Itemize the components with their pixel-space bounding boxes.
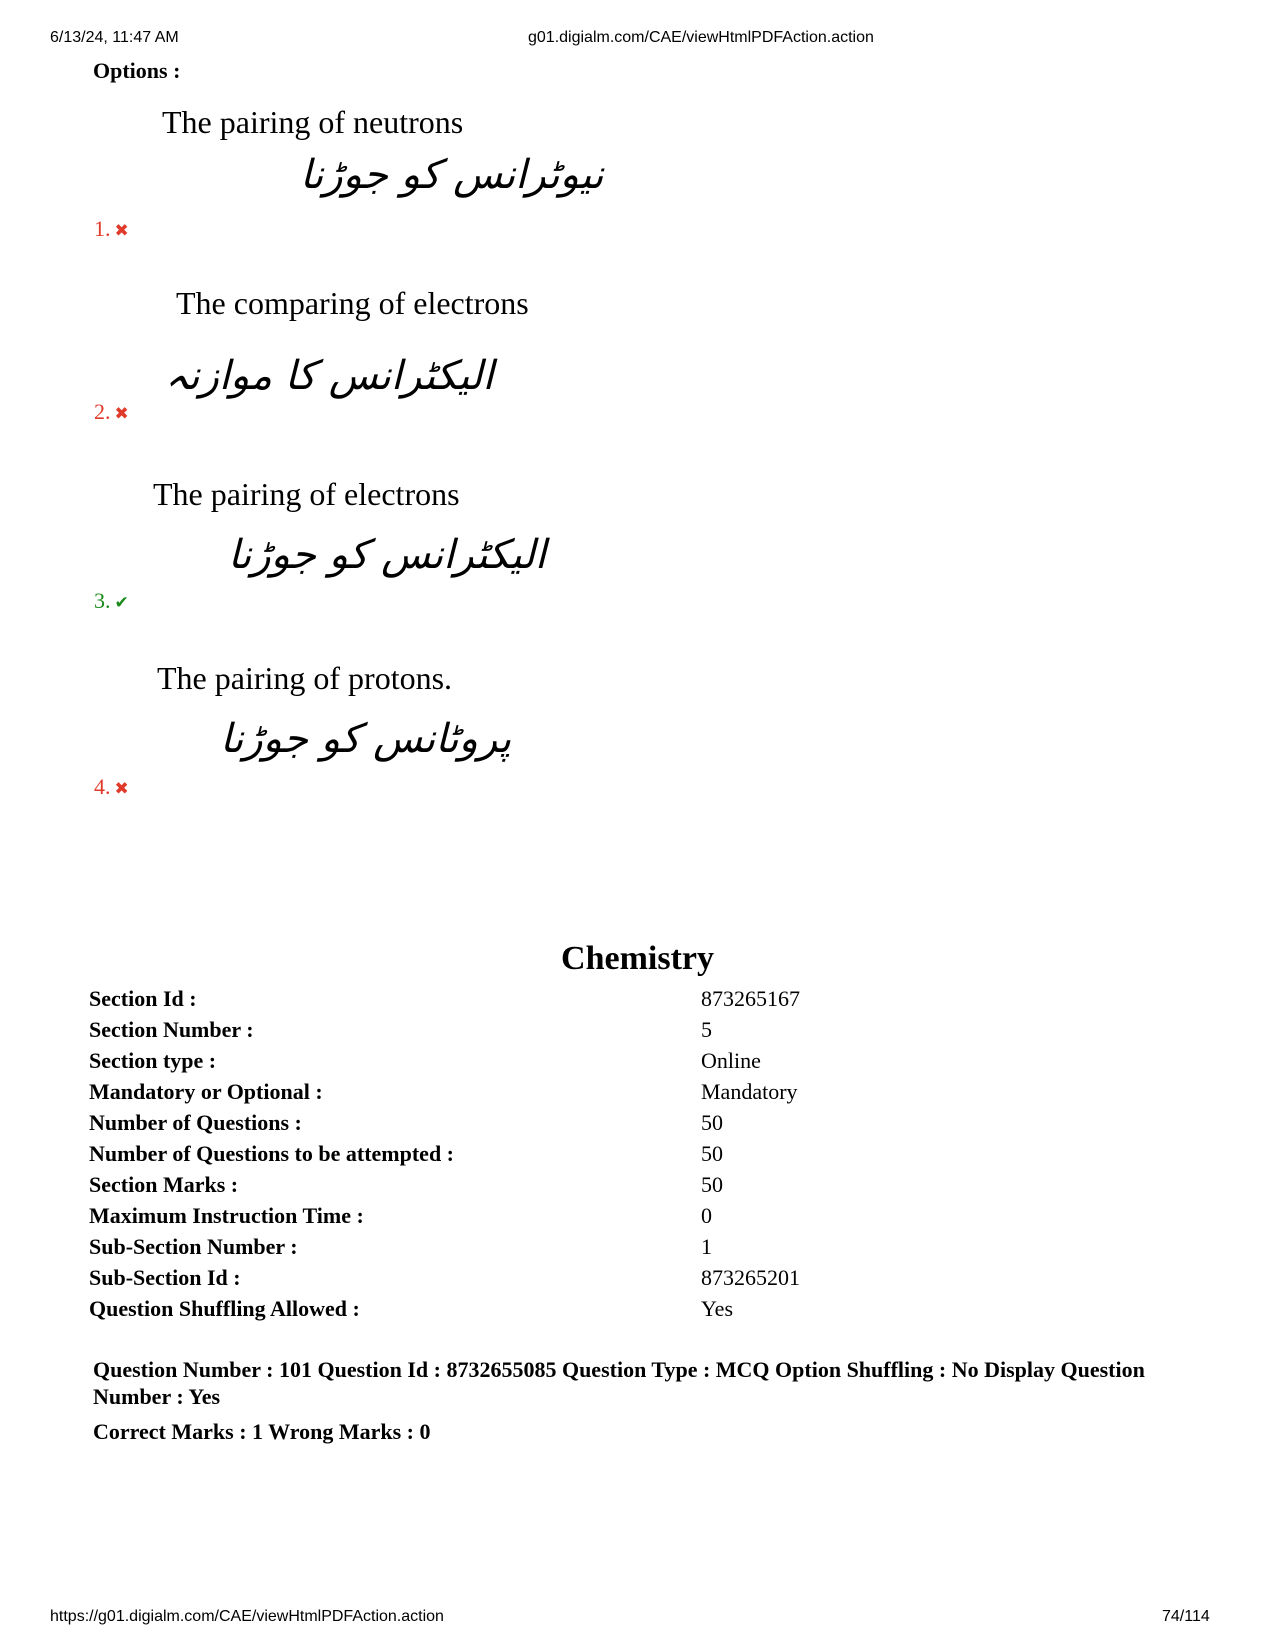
- option-1-urdu: نیوٹرانس کو جوڑنا: [300, 152, 604, 198]
- info-label: Maximum Instruction Time :: [89, 1203, 364, 1228]
- info-label: Sub-Section Number :: [89, 1234, 298, 1259]
- info-value: 873265201: [701, 1265, 800, 1290]
- info-row: [89, 1234, 1189, 1264]
- info-label: Section Marks :: [89, 1172, 239, 1197]
- info-label: Question Shuffling Allowed :: [89, 1296, 360, 1321]
- info-row: [89, 1141, 1189, 1171]
- info-row: [89, 986, 1189, 1016]
- info-label: Section type :: [89, 1048, 217, 1073]
- option-3-number-text: 3.: [94, 588, 111, 613]
- info-row: [89, 1110, 1189, 1140]
- options-label: Options :: [93, 58, 181, 83]
- info-label: Section Number :: [89, 1017, 254, 1042]
- info-value: Online: [701, 1048, 761, 1073]
- info-value: Mandatory: [701, 1079, 798, 1104]
- option-3-number: [94, 588, 129, 614]
- info-value: 1: [701, 1234, 712, 1259]
- info-value: 0: [701, 1203, 712, 1228]
- option-2-english: The comparing of electrons: [176, 285, 529, 321]
- option-3-english: The pairing of electrons: [153, 476, 460, 512]
- option-4-urdu: پروٹانس کو جوڑنا: [220, 716, 512, 762]
- option-1: [0, 100, 700, 250]
- wrong-mark-icon: ✖: [114, 221, 129, 240]
- question-marks: Correct Marks : 1 Wrong Marks : 0: [93, 1419, 431, 1444]
- option-4-number-text: 4.: [94, 774, 111, 799]
- info-row: [89, 1017, 1189, 1047]
- info-value: 50: [701, 1141, 723, 1166]
- wrong-mark-icon: ✖: [114, 779, 129, 798]
- info-row: [89, 1079, 1189, 1109]
- info-value: 50: [701, 1172, 723, 1197]
- option-2-number: [94, 399, 129, 425]
- section-title: Chemistry: [561, 940, 714, 977]
- question-meta: Question Number : 101 Question Id : 8732655085 Question Type : MCQ Option Shuffling : No Display Question Number : Yes: [93, 1357, 1145, 1409]
- info-row: [89, 1203, 1189, 1233]
- footer-url: https://g01.digialm.com/CAE/viewHtmlPDFAction.action: [50, 1608, 444, 1625]
- wrong-mark-icon: ✖: [114, 404, 129, 423]
- info-row: [89, 1296, 1189, 1326]
- option-2: [0, 285, 700, 435]
- header-datetime: 6/13/24, 11:47 AM: [50, 29, 179, 46]
- option-1-number-text: 1.: [94, 216, 111, 241]
- option-1-number: [94, 216, 129, 242]
- info-label: Mandatory or Optional :: [89, 1079, 323, 1104]
- info-row: [89, 1048, 1189, 1078]
- info-value: 873265167: [701, 986, 800, 1011]
- correct-check-icon: ✔: [114, 593, 129, 612]
- info-label: Sub-Section Id :: [89, 1265, 241, 1290]
- info-label: Number of Questions to be attempted :: [89, 1141, 455, 1166]
- option-4-english: The pairing of protons.: [157, 660, 453, 696]
- option-2-number-text: 2.: [94, 399, 111, 424]
- info-row: [89, 1172, 1189, 1202]
- info-value: 5: [701, 1017, 712, 1042]
- option-3-urdu: الیکٹرانس کو جوڑنا: [228, 532, 547, 578]
- option-1-english: The pairing of neutrons: [162, 104, 464, 140]
- info-value: 50: [701, 1110, 723, 1135]
- info-value: Yes: [701, 1296, 734, 1321]
- info-row: [89, 1265, 1189, 1295]
- header-url: g01.digialm.com/CAE/viewHtmlPDFAction.action: [528, 29, 874, 46]
- option-3: [0, 476, 700, 626]
- info-label: Number of Questions :: [89, 1110, 302, 1135]
- info-label: Section Id :: [89, 986, 197, 1011]
- page-number: 74/114: [1162, 1608, 1210, 1625]
- option-4: [0, 660, 700, 810]
- option-2-urdu: الیکٹرانس کا موازنہ: [165, 353, 494, 399]
- option-4-number: [94, 774, 129, 800]
